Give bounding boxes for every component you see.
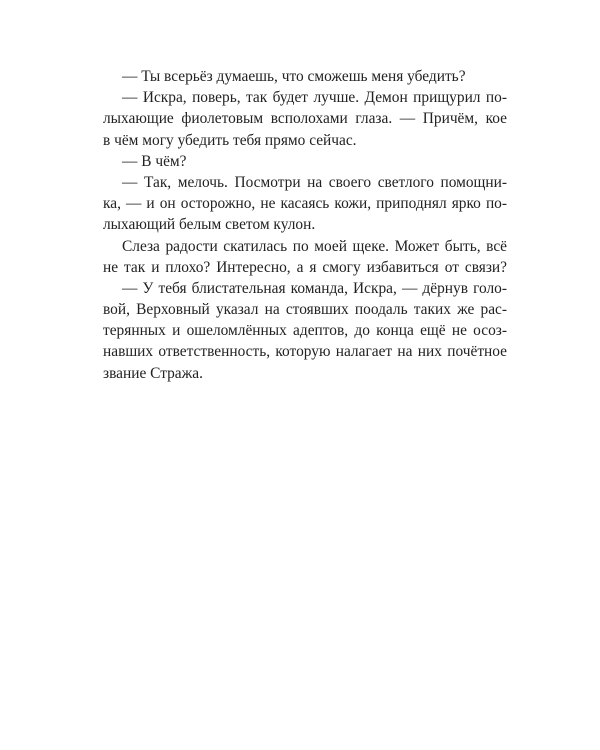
text-line: терянных и ошеломлённых адептов, до конца ещё не осоз- (103, 322, 507, 340)
text-line: вой, Верховный указал на стоявших поодаль таких же рас- (103, 301, 507, 319)
text-line: — В чём? (122, 152, 187, 170)
text-line: — Так, мелочь. Посмотри на своего светлого помощни- (122, 173, 507, 191)
text-line: — Ты всерьёз думаешь, что сможешь меня убедить? (122, 68, 466, 85)
page-text (103, 66, 507, 384)
text-line: — Искра, поверь, так будет лучше. Демон прищурил по- (122, 89, 507, 107)
text-line: не так и плохо? Интересно, а я смогу избавиться от связи? (103, 258, 507, 276)
text-line: в чём могу убедить тебя прямо сейчас. (103, 131, 357, 149)
text-line: ка, — и он осторожно, не касаясь кожи, приподнял ярко по- (103, 195, 507, 213)
text-line: навших ответственность, которую налагает на них почётное (103, 343, 507, 361)
text-line: лыхающие фиолетовым всполохами глаза. — Причём, кое (103, 110, 507, 128)
text-line: — У тебя блистательная команда, Искра, — дёрнув голо- (122, 279, 507, 297)
text-line: лыхающий белым светом кулон. (103, 216, 316, 234)
text-line: Слеза радости скатилась по моей щеке. Может быть, всё (122, 237, 507, 255)
text-line: звание Стража. (103, 364, 203, 382)
